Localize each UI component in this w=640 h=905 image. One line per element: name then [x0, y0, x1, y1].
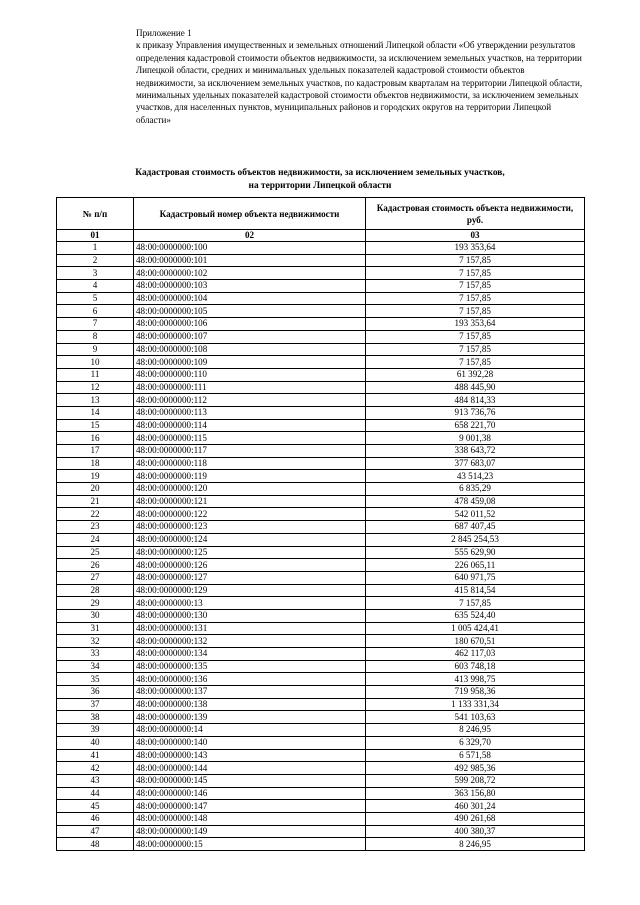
row-number: 11 — [57, 368, 134, 381]
row-number: 19 — [57, 470, 134, 483]
table-row — [57, 825, 585, 838]
column-code-1: 01 — [57, 230, 134, 242]
cadastral-value: 719 958,36 — [366, 686, 585, 699]
cadastral-number: 48:00:0000000:124 — [134, 533, 366, 546]
table-row — [57, 292, 585, 305]
table-row — [57, 609, 585, 622]
table-row — [57, 622, 585, 635]
row-number: 15 — [57, 419, 134, 432]
row-number: 14 — [57, 406, 134, 419]
row-number: 47 — [57, 825, 134, 838]
row-number: 12 — [57, 381, 134, 394]
row-number: 33 — [57, 648, 134, 661]
table-row — [57, 419, 585, 432]
cadastral-value: 7 157,85 — [366, 330, 585, 343]
table-row — [57, 330, 585, 343]
table-row — [57, 267, 585, 280]
appendix-number: Приложение 1 — [136, 28, 192, 38]
row-number: 35 — [57, 673, 134, 686]
cadastral-number: 48:00:0000000:126 — [134, 559, 366, 572]
row-number: 41 — [57, 749, 134, 762]
cadastral-value: 7 157,85 — [366, 254, 585, 267]
cadastral-value: 415 814,54 — [366, 584, 585, 597]
cadastral-number: 48:00:0000000:135 — [134, 660, 366, 673]
cadastral-value: 43 514,23 — [366, 470, 585, 483]
cadastral-number: 48:00:0000000:102 — [134, 267, 366, 280]
table-row — [57, 546, 585, 559]
table-title-line-2: на территории Липецкой области — [248, 180, 392, 191]
cadastral-number: 48:00:0000000:110 — [134, 368, 366, 381]
cadastral-number: 48:00:0000000:137 — [134, 686, 366, 699]
cadastral-value: 400 380,37 — [366, 825, 585, 838]
cadastral-value: 8 246,95 — [366, 724, 585, 737]
table-row — [57, 838, 585, 851]
row-number: 2 — [57, 254, 134, 267]
cadastral-value: 9 001,38 — [366, 432, 585, 445]
cadastral-number: 48:00:0000000:129 — [134, 584, 366, 597]
cadastral-value: 6 571,58 — [366, 749, 585, 762]
cadastral-value: 2 845 254,53 — [366, 533, 585, 546]
cadastral-number: 48:00:0000000:109 — [134, 356, 366, 369]
cadastral-value: 180 670,51 — [366, 635, 585, 648]
cadastral-number: 48:00:0000000:106 — [134, 318, 366, 331]
appendix-header — [136, 27, 586, 126]
cadastral-number: 48:00:0000000:108 — [134, 343, 366, 356]
row-number: 32 — [57, 635, 134, 648]
cadastral-number: 48:00:0000000:139 — [134, 711, 366, 724]
cadastral-number: 48:00:0000000:136 — [134, 673, 366, 686]
cadastral-value: 603 748,18 — [366, 660, 585, 673]
table-row — [57, 508, 585, 521]
cadastral-number: 48:00:0000000:101 — [134, 254, 366, 267]
row-number: 44 — [57, 787, 134, 800]
row-number: 6 — [57, 305, 134, 318]
row-number: 46 — [57, 812, 134, 825]
row-number: 48 — [57, 838, 134, 851]
cadastral-number: 48:00:0000000:123 — [134, 521, 366, 534]
cadastral-number: 48:00:0000000:114 — [134, 419, 366, 432]
table-row — [57, 812, 585, 825]
cadastral-value: 1 133 331,34 — [366, 698, 585, 711]
cadastral-value: 488 445,90 — [366, 381, 585, 394]
row-number: 5 — [57, 292, 134, 305]
row-number: 30 — [57, 609, 134, 622]
cadastral-value: 542 011,52 — [366, 508, 585, 521]
row-number: 18 — [57, 457, 134, 470]
cadastral-number: 48:00:0000000:120 — [134, 483, 366, 496]
table-body — [57, 242, 585, 851]
table-row — [57, 648, 585, 661]
cadastral-value: 687 407,45 — [366, 521, 585, 534]
cadastral-number: 48:00:0000000:127 — [134, 571, 366, 584]
table-row — [57, 597, 585, 610]
cadastral-value: 913 736,76 — [366, 406, 585, 419]
cadastral-value: 599 208,72 — [366, 774, 585, 787]
table-row — [57, 343, 585, 356]
cadastral-value: 635 524,40 — [366, 609, 585, 622]
cadastral-value: 338 643,72 — [366, 445, 585, 458]
cadastral-value: 658 221,70 — [366, 419, 585, 432]
cadastral-value: 377 683,07 — [366, 457, 585, 470]
cadastral-number: 48:00:0000000:144 — [134, 762, 366, 775]
cadastral-value: 640 971,75 — [366, 571, 585, 584]
cadastral-number: 48:00:0000000:115 — [134, 432, 366, 445]
cadastral-number: 48:00:0000000:112 — [134, 394, 366, 407]
row-number: 9 — [57, 343, 134, 356]
row-number: 40 — [57, 736, 134, 749]
table-row — [57, 432, 585, 445]
column-code-3: 03 — [366, 230, 585, 242]
table-row — [57, 749, 585, 762]
table-row — [57, 318, 585, 331]
table-row — [57, 660, 585, 673]
cadastral-value: 7 157,85 — [366, 280, 585, 293]
cadastral-value: 6 329,70 — [366, 736, 585, 749]
cadastral-value: 226 065,11 — [366, 559, 585, 572]
cadastral-value: 492 985,36 — [366, 762, 585, 775]
table-row — [57, 673, 585, 686]
row-number: 7 — [57, 318, 134, 331]
cadastral-number: 48:00:0000000:122 — [134, 508, 366, 521]
table-row — [57, 483, 585, 496]
cadastral-number: 48:00:0000000:145 — [134, 774, 366, 787]
row-number: 26 — [57, 559, 134, 572]
table-row — [57, 445, 585, 458]
cadastral-value: 462 117,03 — [366, 648, 585, 661]
row-number: 4 — [57, 280, 134, 293]
cadastral-number: 48:00:0000000:143 — [134, 749, 366, 762]
cadastral-number: 48:00:0000000:132 — [134, 635, 366, 648]
cadastral-number: 48:00:0000000:105 — [134, 305, 366, 318]
cadastral-number: 48:00:0000000:121 — [134, 495, 366, 508]
cadastral-value: 460 301,24 — [366, 800, 585, 813]
cadastral-number: 48:00:0000000:138 — [134, 698, 366, 711]
table-row — [57, 559, 585, 572]
cadastral-number: 48:00:0000000:130 — [134, 609, 366, 622]
cadastral-value: 541 103,63 — [366, 711, 585, 724]
cadastral-value: 8 246,95 — [366, 838, 585, 851]
row-number: 34 — [57, 660, 134, 673]
column-header-number: № п/п — [57, 198, 134, 230]
cadastral-number: 48:00:0000000:107 — [134, 330, 366, 343]
row-number: 22 — [57, 508, 134, 521]
cadastral-number: 48:00:0000000:125 — [134, 546, 366, 559]
table-title-line-1: Кадастровая стоимость объектов недвижимости, за исключением земельных участков, — [135, 168, 505, 178]
cadastral-number: 48:00:0000000:14 — [134, 724, 366, 737]
cadastral-number: 48:00:0000000:134 — [134, 648, 366, 661]
cadastral-number: 48:00:0000000:146 — [134, 787, 366, 800]
row-number: 25 — [57, 546, 134, 559]
appendix-order-reference: к приказу Управления имущественных и земельных отношений Липецкой области «Об утверждении результатов определения кадастровой стоимости объектов недвижимости, за исключением земельных участков, на территории Липецкой области, средних и минимальных удельных показателей кадастровой стоимости объектов недвижимости, за исключением земельных участков, по кадастровым кварталам на территории Липецкой области, минимальных удельных показателей кадастровой стоимости объектов недвижимости, за исключением земельных участков, для населенных пунктов, муниципальных районов и городских округов на территории Липецкой области» — [136, 40, 583, 125]
table-row — [57, 736, 585, 749]
table-row — [57, 584, 585, 597]
table-row — [57, 571, 585, 584]
row-number: 42 — [57, 762, 134, 775]
table-row — [57, 356, 585, 369]
cadastral-value-table — [56, 197, 585, 851]
row-number: 1 — [57, 242, 134, 255]
table-row — [57, 394, 585, 407]
row-number: 27 — [57, 571, 134, 584]
cadastral-number: 48:00:0000000:100 — [134, 242, 366, 255]
table-row — [57, 762, 585, 775]
table-row — [57, 381, 585, 394]
table-row — [57, 800, 585, 813]
cadastral-number: 48:00:0000000:15 — [134, 838, 366, 851]
table-row — [57, 495, 585, 508]
cadastral-value: 7 157,85 — [366, 267, 585, 280]
row-number: 8 — [57, 330, 134, 343]
row-number: 43 — [57, 774, 134, 787]
cadastral-value: 413 998,75 — [366, 673, 585, 686]
table-row — [57, 533, 585, 546]
table-row — [57, 254, 585, 267]
table-row — [57, 242, 585, 255]
row-number: 21 — [57, 495, 134, 508]
table-row — [57, 635, 585, 648]
row-number: 29 — [57, 597, 134, 610]
table-row — [57, 280, 585, 293]
table-title — [56, 167, 584, 192]
cadastral-value: 7 157,85 — [366, 597, 585, 610]
row-number: 45 — [57, 800, 134, 813]
cadastral-number: 48:00:0000000:13 — [134, 597, 366, 610]
cadastral-value: 7 157,85 — [366, 292, 585, 305]
row-number: 23 — [57, 521, 134, 534]
cadastral-value: 484 814,33 — [366, 394, 585, 407]
row-number: 36 — [57, 686, 134, 699]
table-row — [57, 774, 585, 787]
cadastral-value: 6 835,29 — [366, 483, 585, 496]
cadastral-number: 48:00:0000000:118 — [134, 457, 366, 470]
cadastral-value: 555 629,90 — [366, 546, 585, 559]
cadastral-value: 7 157,85 — [366, 305, 585, 318]
table-row — [57, 305, 585, 318]
row-number: 20 — [57, 483, 134, 496]
cadastral-value: 193 353,64 — [366, 318, 585, 331]
cadastral-number: 48:00:0000000:140 — [134, 736, 366, 749]
cadastral-value: 1 005 424,41 — [366, 622, 585, 635]
row-number: 28 — [57, 584, 134, 597]
cadastral-number: 48:00:0000000:148 — [134, 812, 366, 825]
table-row — [57, 457, 585, 470]
table-row — [57, 711, 585, 724]
table-row — [57, 724, 585, 737]
table-row — [57, 686, 585, 699]
table-row — [57, 698, 585, 711]
cadastral-value: 7 157,85 — [366, 356, 585, 369]
cadastral-value: 193 353,64 — [366, 242, 585, 255]
cadastral-number: 48:00:0000000:104 — [134, 292, 366, 305]
table-row — [57, 406, 585, 419]
cadastral-number: 48:00:0000000:111 — [134, 381, 366, 394]
cadastral-value: 363 156,80 — [366, 787, 585, 800]
row-number: 38 — [57, 711, 134, 724]
cadastral-value: 61 392,28 — [366, 368, 585, 381]
cadastral-number: 48:00:0000000:103 — [134, 280, 366, 293]
cadastral-number: 48:00:0000000:117 — [134, 445, 366, 458]
cadastral-value: 478 459,08 — [366, 495, 585, 508]
row-number: 17 — [57, 445, 134, 458]
row-number: 10 — [57, 356, 134, 369]
cadastral-value: 7 157,85 — [366, 343, 585, 356]
table-row — [57, 470, 585, 483]
row-number: 37 — [57, 698, 134, 711]
cadastral-value: 490 261,68 — [366, 812, 585, 825]
cadastral-number: 48:00:0000000:113 — [134, 406, 366, 419]
row-number: 3 — [57, 267, 134, 280]
row-number: 13 — [57, 394, 134, 407]
column-header-cadastral-number: Кадастровый номер объекта недвижимости — [134, 198, 366, 230]
row-number: 24 — [57, 533, 134, 546]
row-number: 39 — [57, 724, 134, 737]
cadastral-number: 48:00:0000000:149 — [134, 825, 366, 838]
column-code-2: 02 — [134, 230, 366, 242]
cadastral-number: 48:00:0000000:147 — [134, 800, 366, 813]
row-number: 16 — [57, 432, 134, 445]
cadastral-number: 48:00:0000000:119 — [134, 470, 366, 483]
cadastral-number: 48:00:0000000:131 — [134, 622, 366, 635]
table-row — [57, 368, 585, 381]
table-code-row — [57, 230, 585, 242]
row-number: 31 — [57, 622, 134, 635]
table-row — [57, 787, 585, 800]
table-header-row — [57, 198, 585, 230]
table-row — [57, 521, 585, 534]
column-header-cadastral-value: Кадастровая стоимость объекта недвижимости, руб. — [366, 198, 585, 230]
